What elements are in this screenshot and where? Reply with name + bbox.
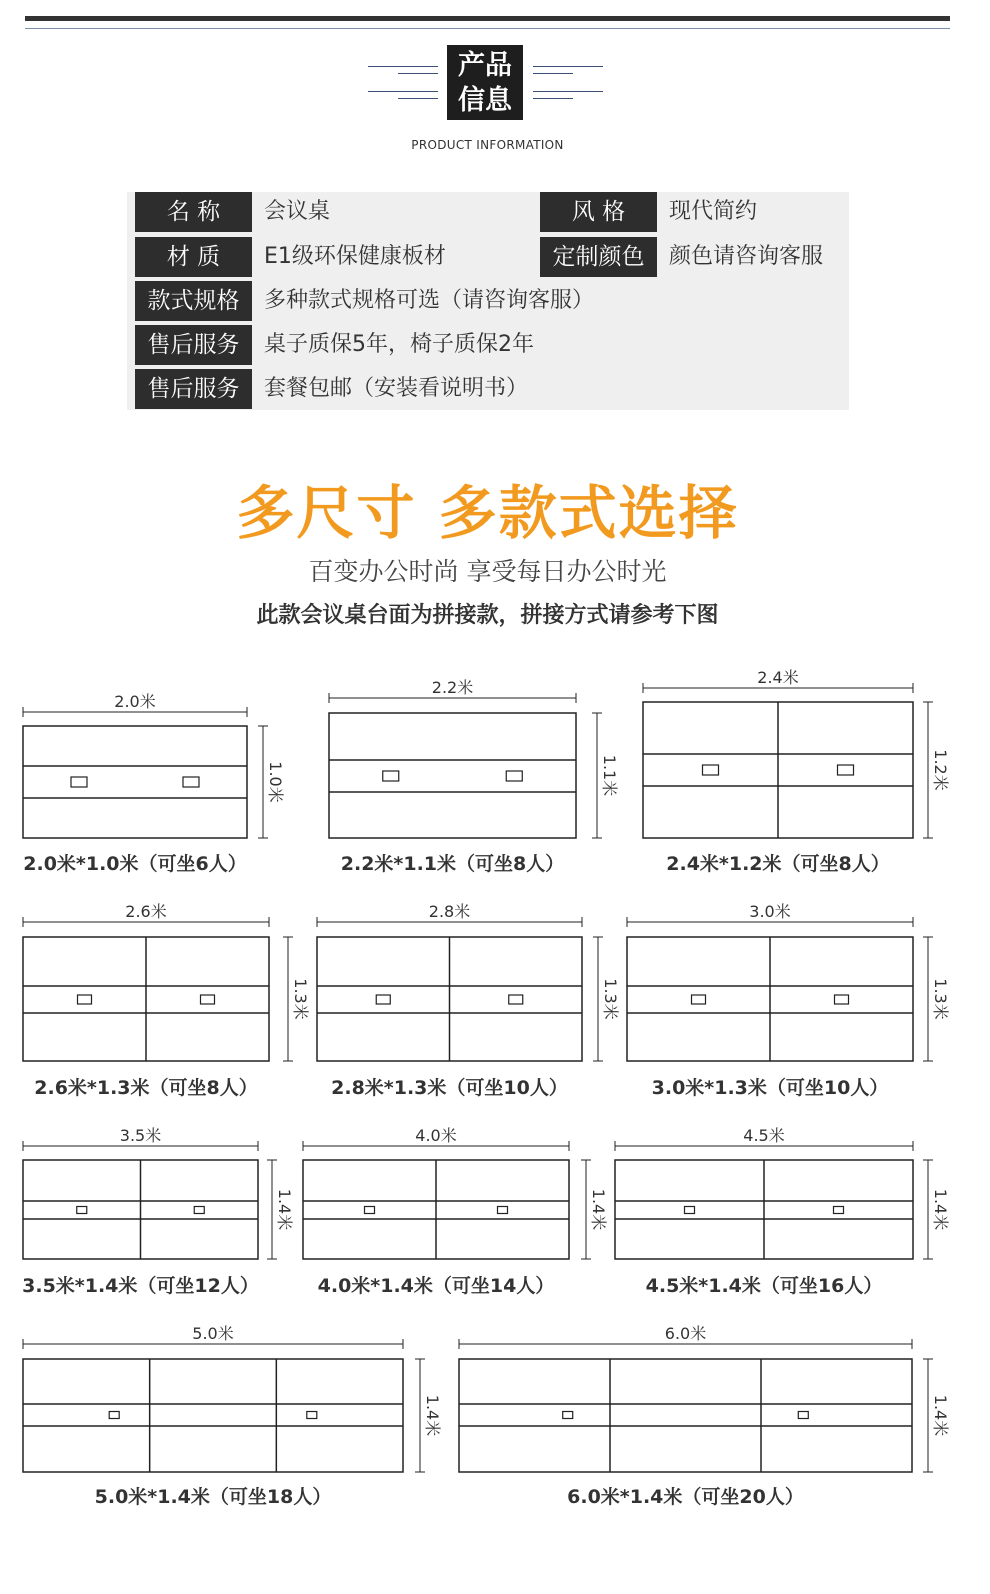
table-caption: 2.4米*1.2米（可坐8人） xyxy=(666,853,890,875)
depth-label: 1.0米 xyxy=(266,761,285,803)
table-outline xyxy=(459,1359,912,1472)
info-value-color: 颜色请咨询客服 xyxy=(669,244,824,269)
depth-label: 1.4米 xyxy=(931,1394,950,1437)
info-label-service: 售后服务 xyxy=(135,325,252,365)
cable-slot xyxy=(71,777,87,787)
info-label-style: 风 格 xyxy=(540,192,657,232)
info-value-name: 会议桌 xyxy=(264,199,331,224)
info-value-spec: 多种款式规格可选（请咨询客服） xyxy=(264,288,595,313)
info-label-material: 材 质 xyxy=(135,237,252,277)
cable-slot xyxy=(506,771,522,781)
table-caption: 3.5米*1.4米（可坐12人） xyxy=(22,1275,259,1297)
info-label-name: 名 称 xyxy=(135,192,252,232)
width-label: 2.6米 xyxy=(125,902,167,921)
depth-label: 1.1米 xyxy=(600,754,619,797)
table-outline xyxy=(329,713,576,838)
cable-slot xyxy=(509,995,523,1004)
cable-slot xyxy=(692,995,706,1004)
cable-slot xyxy=(201,995,215,1004)
depth-label: 1.4米 xyxy=(423,1394,442,1437)
promo-headline: 多尺寸 多款式选择 xyxy=(236,479,739,547)
info-label-service: 售后服务 xyxy=(135,369,252,409)
table-caption: 4.0米*1.4米（可坐14人） xyxy=(317,1275,555,1297)
cable-slot xyxy=(77,1207,87,1214)
cable-slot xyxy=(365,1207,375,1214)
table-outline xyxy=(23,726,247,838)
section-title-line1: 产品 xyxy=(458,49,512,81)
width-label: 6.0米 xyxy=(664,1324,707,1343)
table-caption: 4.5米*1.4米（可坐16人） xyxy=(645,1275,883,1297)
cable-slot xyxy=(563,1412,573,1419)
cable-slot xyxy=(307,1412,317,1419)
width-label: 2.0米 xyxy=(114,692,156,711)
info-label-color: 定制颜色 xyxy=(540,237,657,277)
cable-slot xyxy=(183,777,199,787)
width-label: 3.5米 xyxy=(119,1126,162,1145)
table-caption: 2.2米*1.1米（可坐8人） xyxy=(340,853,565,875)
info-value-shipping: 套餐包邮（安装看说明书） xyxy=(264,376,529,401)
width-label: 2.8米 xyxy=(428,902,471,921)
width-label: 3.0米 xyxy=(749,902,791,921)
cable-slot xyxy=(798,1412,808,1419)
cable-slot xyxy=(109,1412,119,1419)
depth-label: 1.2米 xyxy=(931,749,950,791)
table-caption: 6.0米*1.4米（可坐20人） xyxy=(567,1486,804,1508)
cable-slot xyxy=(498,1207,508,1214)
cable-slot xyxy=(685,1207,695,1214)
depth-label: 1.3米 xyxy=(291,978,310,1020)
section-subtitle: PRODUCT INFORMATION xyxy=(411,138,564,152)
depth-label: 1.4米 xyxy=(589,1188,608,1231)
cable-slot xyxy=(78,995,92,1004)
depth-label: 1.4米 xyxy=(275,1188,294,1231)
info-value-style: 现代简约 xyxy=(669,199,758,224)
promo-tagline: 百变办公时尚 享受每日办公时光 xyxy=(308,557,667,586)
table-outline xyxy=(23,1359,403,1472)
table-caption: 3.0米*1.3米（可坐10人） xyxy=(651,1077,889,1099)
depth-label: 1.3米 xyxy=(931,978,950,1020)
depth-label: 1.3米 xyxy=(601,978,620,1020)
width-label: 4.5米 xyxy=(743,1126,785,1145)
info-label-spec: 款式规格 xyxy=(135,281,252,321)
table-caption: 2.8米*1.3米（可坐10人） xyxy=(331,1077,568,1099)
info-value-service: 桌子质保5年，椅子质保2年 xyxy=(264,332,534,357)
table-caption: 2.0米*1.0米（可坐6人） xyxy=(23,853,247,875)
cable-slot xyxy=(835,995,849,1004)
cable-slot xyxy=(194,1207,204,1214)
table-caption: 2.6米*1.3米（可坐8人） xyxy=(34,1077,258,1099)
info-value-material: E1级环保健康板材 xyxy=(264,244,446,269)
promo-note: 此款会议桌台面为拼接款，拼接方式请参考下图 xyxy=(256,603,719,628)
section-title-line2: 信息 xyxy=(458,84,512,116)
width-label: 4.0米 xyxy=(415,1126,457,1145)
width-label: 2.4米 xyxy=(757,668,799,687)
depth-label: 1.4米 xyxy=(931,1188,950,1231)
cable-slot xyxy=(838,765,854,775)
table-caption: 5.0米*1.4米（可坐18人） xyxy=(94,1486,332,1508)
width-label: 2.2米 xyxy=(431,678,474,697)
cable-slot xyxy=(834,1207,844,1214)
width-label: 5.0米 xyxy=(192,1324,234,1343)
cable-slot xyxy=(376,995,390,1004)
cable-slot xyxy=(703,765,719,775)
cable-slot xyxy=(383,771,399,781)
